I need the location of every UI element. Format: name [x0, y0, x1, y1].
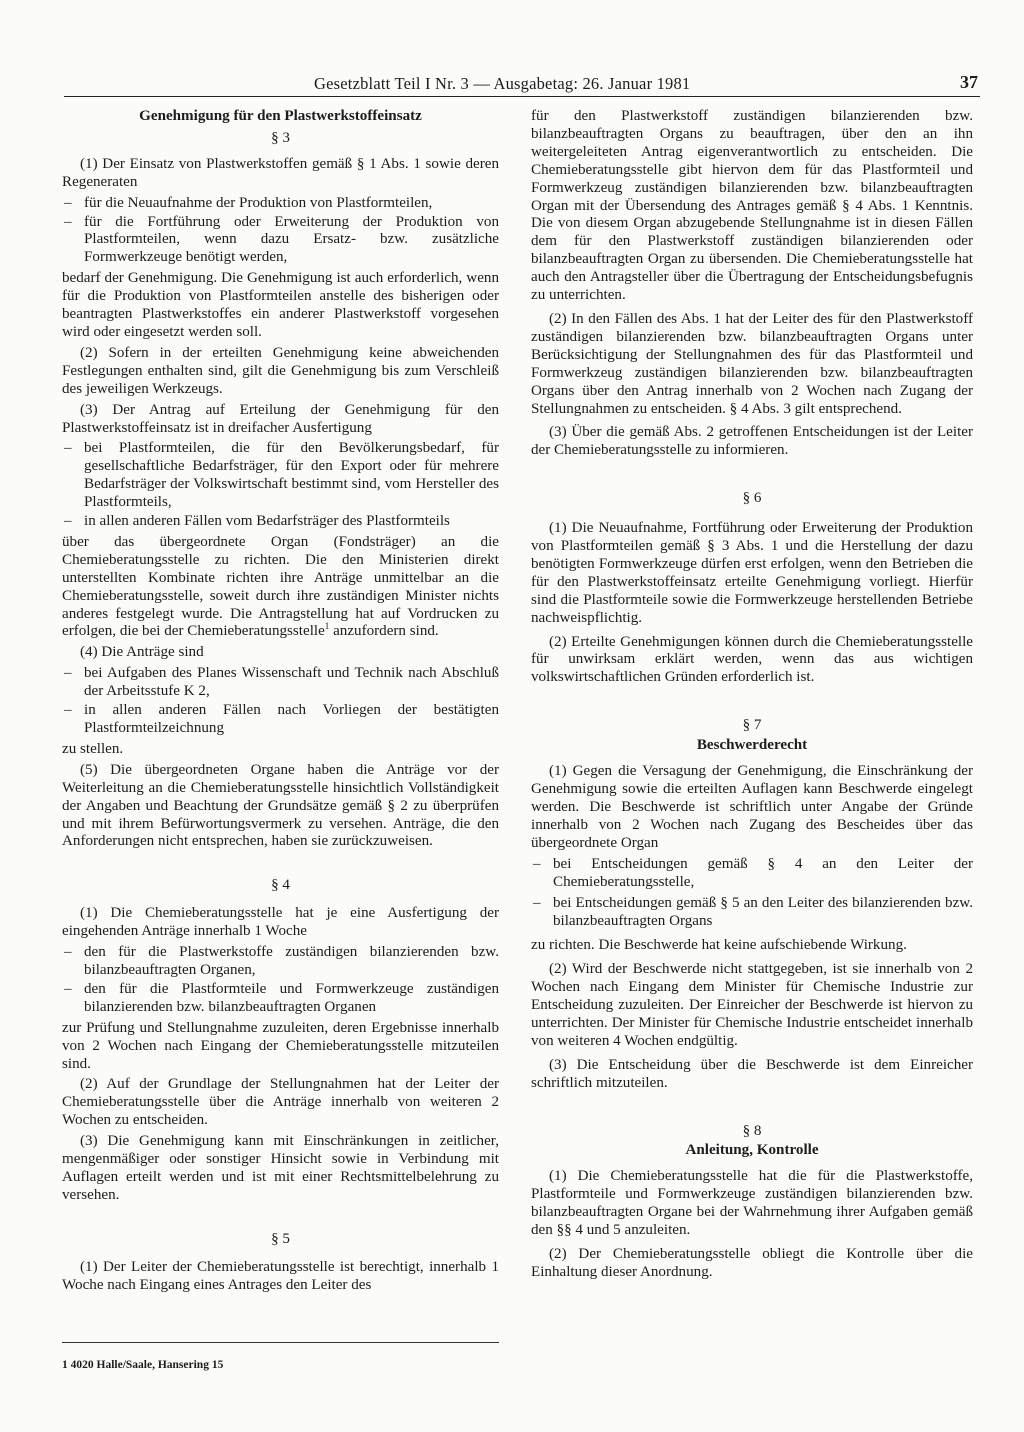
section-heading: Genehmigung für den Plastwerkstoffeinsatz — [139, 108, 422, 124]
list-item: – den für die Plastwerkstoffe zuständigen bilanzierenden bzw. bilanzbeauftragten Organen, — [62, 944, 499, 980]
paragraph-text: über das übergeordnete Organ (Fondsträger) an die Chemieberatungsstelle zu richten. Die den Ministerien direkt unterstellten Kombinate richten ihre Anträge unmittelbar an die Chemieberatungsstelle, soweit durch ihre zuständigen Minister nichts anderes festgelegt wurde. Die Antragstellung hat auf Vordrucken zu erfolgen, die bei der Chemieberatungsstelle — [62, 533, 499, 640]
section-heading: Beschwerderecht — [696, 737, 808, 754]
page-number: 37 — [960, 72, 978, 92]
paragraph: (2) Wird der Beschwerde nicht stattgegeben, ist sie innerhalb von 2 Wochen nach Eingang dem Minister für Chemische Industrie zur Entscheidung zuzuleiten. Der Einreicher der Beschwerde ist hiervon zu unterrichten. Der Minister für Chemische Industrie entscheidet innerhalb von weiteren 4 Wochen endgültig. — [531, 961, 973, 1049]
left-column — [62, 108, 499, 1297]
paragraph — [62, 534, 499, 641]
paragraph: (3) Der Antrag auf Erteilung der Genehmigung für den Plastwerkstoffeinsatz ist in dreifacher Ausfertigung — [62, 401, 499, 436]
paragraph: (3) Die Entscheidung über die Beschwerde ist dem Einreicher schriftlich mitzuteilen. — [531, 1056, 973, 1091]
footnote — [62, 1342, 499, 1371]
list-item: – in allen anderen Fällen vom Bedarfsträger des Plastformteils — [62, 513, 499, 531]
page-header — [64, 72, 980, 97]
list-item: – für die Neuaufnahme der Produktion von Plastformteilen, — [62, 195, 499, 213]
list-item: – bei Aufgaben des Planes Wissenschaft und Technik nach Abschluß der Arbeitsstufe K 2, — [62, 665, 499, 701]
list-item: – bei Plastformteilen, die für den Bevölkerungsbedarf, für gesellschaftliche Bedarfsträger, für den Export oder für mehrere Bedarfsträger der Volkswirtschaft bestimmt sind, vom Hersteller des Plastformteils, — [62, 440, 499, 512]
list-item: – bei Entscheidungen gemäß § 5 an den Leiter des bilanzierenden bzw. bilanzbeauftragten Organs — [531, 895, 973, 931]
header-title: Gesetzblatt Teil I Nr. 3 — Ausgabetag: 26. Januar 1981 — [314, 74, 691, 93]
paragraph: (2) In den Fällen des Abs. 1 hat der Leiter des für den Plastwerkstoff zuständigen bilanzierenden bzw. bilanzbeauftragten Organs unter Berücksichtigung der Stellungnahmen des für das Plastformteil und Formwerkzeug zuständigen bilanzierenden bzw. bilanzbeauftragten Organs über den Antrag innerhalb von 2 Wochen nach Zugang der Stellungnahmen zu entscheiden. § 4 Abs. 3 gilt entsprechend. — [531, 310, 973, 417]
dash-list — [62, 440, 499, 531]
dash-list — [62, 944, 499, 1017]
section-heading: Anleitung, Kontrolle — [685, 1142, 819, 1159]
dash-list — [62, 195, 499, 268]
paragraph-number: § 8 — [742, 1122, 762, 1139]
paragraph-number: § 6 — [742, 490, 762, 507]
paragraph: (1) Der Leiter der Chemieberatungsstelle ist berechtigt, innerhalb 1 Woche nach Eingang eines Antrages den Leiter des — [62, 1258, 499, 1293]
dash-list — [62, 665, 499, 738]
list-item: – den für die Plastformteile und Formwerkzeuge zuständigen bilanzierenden bzw. bilanzbeauftragten Organen — [62, 981, 499, 1017]
list-item: – in allen anderen Fällen nach Vorliegen der bestätigten Plastformteilzeichnung — [62, 702, 499, 738]
paragraph: (4) Die Anträge sind — [80, 644, 204, 661]
paragraph-number: § 3 — [271, 129, 290, 146]
paragraph: (1) Die Chemieberatungsstelle hat je eine Ausfertigung der eingehenden Anträge innerhalb 1 Woche — [62, 905, 499, 940]
paragraph: bedarf der Genehmigung. Die Genehmigung ist auch erforderlich, wenn für die Produktion von Plastformteilen anstelle des bisherigen oder beantragten Plastwerkstoffes ein anderer Plastwerkstoff vorgesehen wird oder eingesetzt werden soll. — [62, 270, 499, 340]
paragraph-number: § 4 — [271, 877, 290, 894]
paragraph: (3) Über die gemäß Abs. 2 getroffenen Entscheidungen ist der Leiter der Chemieberatungsstelle zu informieren. — [531, 424, 973, 459]
footnote-text: 1 4020 Halle/Saale, Hansering 15 — [62, 1359, 224, 1371]
paragraph: (3) Die Genehmigung kann mit Einschränkungen in zeitlicher, mengenmäßiger oder sonstiger Hinsicht sowie in Verbindung mit Auflagen erteilt werden und ist mit einer Rechtsmittelbelehrung zu versehen. — [62, 1133, 499, 1203]
paragraph: zu richten. Die Beschwerde hat keine aufschiebende Wirkung. — [531, 937, 907, 954]
paragraph-number: § 5 — [271, 1230, 290, 1247]
paragraph: zu stellen. — [62, 740, 124, 757]
paragraph: (2) Auf der Grundlage der Stellungnahmen hat der Leiter der Chemieberatungsstelle über die Anträge innerhalb von weiteren 2 Wochen zu entscheiden. — [62, 1076, 499, 1129]
paragraph: (1) Der Einsatz von Plastwerkstoffen gemäß § 1 Abs. 1 sowie deren Regeneraten — [62, 155, 499, 190]
paragraph-number: § 7 — [742, 717, 762, 734]
right-column — [531, 108, 973, 1285]
paragraph: (2) Der Chemieberatungsstelle obliegt die Kontrolle über die Einhaltung dieser Anordnung. — [531, 1245, 973, 1280]
paragraph: (2) Sofern in der erteilten Genehmigung keine abweichenden Festlegungen enthalten sind, gilt die Genehmigung bis zum Verschleiß des jeweiligen Werkzeugs. — [62, 344, 499, 397]
footnote-marker: 1 — [324, 621, 330, 632]
paragraph: (1) Die Neuaufnahme, Fortführung oder Erweiterung der Produktion von Plastformteilen gemäß § 3 Abs. 1 und die Herstellung der dazu benötigten Formwerkzeuge dürfen erst erfolgen, wenn den Betrieben die für den Plastwerkstoffeinsatz erteilte Genehmigung vorliegt. Hierfür sind die Plastformteile sowie die Formwerkzeuge herstellenden Betriebe nachweispflichtig. — [531, 520, 973, 626]
paragraph: (1) Die Chemieberatungsstelle hat die für die Plastwerkstoffe, Plastformteile und Formwerkzeuge zuständigen bilanzierenden bzw. bilanzbeauftragten Organe bei der Wahrnehmung ihrer Aufgaben gemäß den §§ 4 und 5 anzuleiten. — [531, 1168, 973, 1239]
list-item: – bei Entscheidungen gemäß § 4 an den Leiter der Chemieberatungsstelle, — [531, 856, 973, 892]
paragraph-text: anzufordern sind. — [329, 623, 439, 640]
list-item: – für die Fortführung oder Erweiterung der Produktion von Plastformteilen, wenn dazu Ersatz- bzw. zusätzliche Formwerkzeuge benötigt werden, — [62, 214, 499, 268]
dash-list — [531, 856, 973, 932]
paragraph: (1) Gegen die Versagung der Genehmigung, die Einschränkung der Genehmigung sowie die erteilten Auflagen kann Beschwerde eingelegt werden. Die Beschwerde ist schriftlich unter Angabe der Gründe innerhalb von 2 Wochen nach Zugang des Bescheides über das übergeordnete Organ — [531, 763, 973, 851]
paragraph: (5) Die übergeordneten Organe haben die Anträge vor der Weiterleitung an die Chemieberatungsstelle hinsichtlich Vollständigkeit der Angaben und Beachtung der Grundsätze gemäß § 2 zu überprüfen und mit ihrem Befürwortungsvermerk zu versehen. Anträge, die den Anforderungen nicht entsprechen, haben sie zurückzuweisen. — [62, 761, 499, 850]
paragraph: zur Prüfung und Stellungnahme zuzuleiten, deren Ergebnisse innerhalb von 2 Wochen nach Eingang der Chemieberatungsstelle mitzuteilen sind. — [62, 1019, 499, 1072]
paragraph: (2) Erteilte Genehmigungen können durch die Chemieberatungsstelle für unwirksam erklärt werden, wenn das aus wichtigen volkswirtschaftlichen Gründen erforderlich ist. — [531, 633, 973, 686]
paragraph: für den Plastwerkstoff zuständigen bilanzierenden bzw. bilanzbeauftragten Organs zu beauftragen, über den an ihn weitergeleiteten Antrag eigenverantwortlich zu entscheiden. Die Chemieberatungsstelle gibt hiervon dem für das Plastformteil und Formwerkzeug zuständigen bilanzierenden bzw. bilanzbeauftragten Organ mit der Übersendung des Antrages gemäß § 4 Abs. 1 Kenntnis. Die von diesem Organ abzugebende Stellungnahme ist in diesen Fällen dem für den Plastwerkstoff zuständigen bilanzierenden oder bilanzbeauftragten Organ zu übersenden. Die Chemieberatungsstelle hat auch den Antragsteller über die Übertragung der Entscheidungsbefugnis zu unterrichten. — [531, 108, 973, 304]
